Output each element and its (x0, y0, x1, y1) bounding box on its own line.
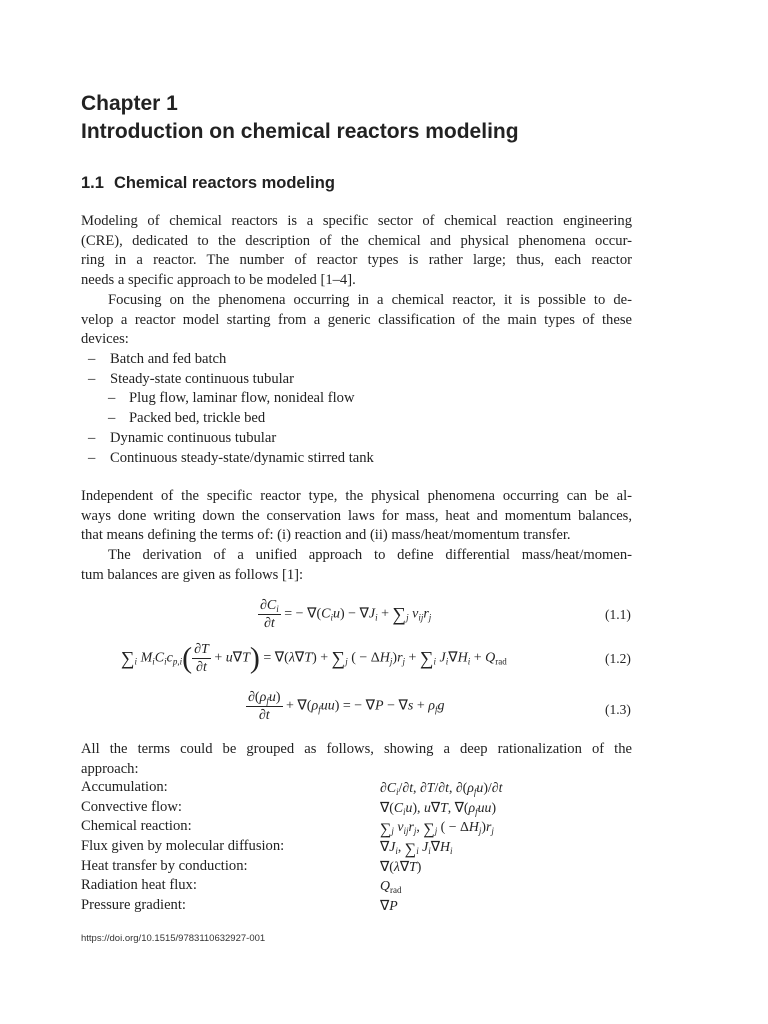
list-item-text: Packed bed, trickle bed (129, 410, 266, 427)
reactor-types-list (81, 350, 374, 468)
list-dash: – (88, 370, 96, 387)
term-label: Heat transfer by conduction: (81, 857, 248, 874)
equation-momentum-balance: $\frac{\partial(\rho_fu)}{\partial t}$ + $\nabla(\rho_fuu)$ = − $\nabla P - \nabla s + \rho_fg$ (248, 690, 445, 723)
paragraph-line: tum balances are given as follows [1]: (81, 566, 304, 583)
paragraph-line: ring in a reactor. The number of reactor types is rather large; thus, each reactor (81, 252, 632, 269)
paragraph-line: that means defining the terms of: (i) reaction and (ii) mass/heat/momentum transfer. (81, 527, 571, 544)
paragraph-line: devices: (81, 331, 129, 348)
section-number: 1.1 (81, 174, 104, 192)
equation-number: (1.1) (605, 607, 631, 622)
paragraph-line: velop a reactor model starting from a generic classification of the main types of these (81, 311, 632, 328)
chapter-heading (81, 90, 519, 146)
list-dash: – (108, 390, 116, 407)
equation-number: (1.3) (605, 702, 631, 717)
list-item-text: Continuous steady-state/dynamic stirred tank (110, 449, 374, 466)
list-item (81, 350, 374, 370)
paragraph-line: ways done writing down the conservation laws for mass, heat and momentum balances, (81, 507, 632, 524)
list-item (81, 449, 374, 469)
term-expression: $\partial C_i/\partial t$, ∂T/∂t, $\partial(\rho_fu)/\partial t$ (380, 780, 503, 797)
list-item-text: Steady-state continuous tubular (110, 370, 295, 387)
term-expression: ∇(λ∇T) (380, 858, 422, 874)
paragraph-classification (81, 291, 632, 350)
equation-heat-balance: $\sum_i$ $M_iC_ic_{p,i}$( $\frac{\partial T}{\partial t}$ + $u\nabla T) = \nabla(\lambda\nabla T) + \sum_j$ ( − $\Delta H_j)r_j + \sum_i$ $J_i\nabla H_i + Q_{rad}$ (121, 641, 507, 675)
doi-link[interactable]: https://doi.org/10.1515/9783110632927-001 (81, 933, 266, 944)
list-dash: – (88, 449, 96, 466)
term-expression: $Q_{rad}$ (380, 878, 402, 896)
term-label: Flux given by molecular diffusion: (81, 838, 285, 855)
paragraph-line: Modeling of chemical reactors is a specific sector of chemical reaction engineering (81, 213, 632, 229)
paragraph-line: Independent of the specific reactor type, the physical phenomena occurring can be al- (81, 488, 632, 504)
paragraph-line: All the terms could be grouped as follows, showing a deep rationalization of the (81, 741, 632, 757)
term-label: Accumulation: (81, 779, 168, 795)
term-label: Chemical reaction: (81, 818, 192, 835)
paragraph-derivation (81, 546, 632, 585)
paragraph-line: approach: (81, 760, 139, 777)
equation-number: (1.2) (605, 651, 631, 666)
paragraph-line: The derivation of a unified approach to define differential mass/heat/momen- (108, 547, 632, 563)
paragraph-grouping (81, 740, 632, 779)
chapter-title: Introduction on chemical reactors modeling (81, 120, 519, 143)
chapter-label: Chapter 1 (81, 92, 178, 115)
term-label: Pressure gradient: (81, 897, 186, 914)
list-dash: – (88, 429, 96, 446)
paragraph-conservation (81, 487, 632, 546)
list-subitem (81, 409, 374, 429)
paragraph-line: (CRE), dedicated to the description of the chemical and physical phenomena occur- (81, 232, 632, 249)
list-item-text: Batch and fed batch (110, 351, 227, 367)
list-subitem (81, 389, 374, 409)
list-dash: – (88, 351, 96, 367)
list-item (81, 429, 374, 449)
paragraph-intro (81, 212, 632, 290)
paragraph-line: Focusing on the phenomena occurring in a chemical reactor, it is possible to de- (108, 292, 632, 308)
list-item-text: Dynamic continuous tubular (110, 429, 277, 446)
list-dash: – (108, 410, 116, 427)
paragraph-line: needs a specific approach to be modeled [1–4]. (81, 271, 356, 288)
term-expression: $\sum_j$ $\nu_{ij}r_j$, $\sum_j$ ( − $\Delta H_j)r_j$ (380, 819, 494, 839)
term-label: Convective flow: (81, 798, 182, 815)
list-item-text: Plug flow, laminar flow, nonideal flow (129, 390, 355, 407)
term-expression: $\nabla J_i$, $\sum_i$ $J_i\nabla H_i$ (380, 839, 453, 859)
term-label: Radiation heat flux: (81, 877, 197, 894)
section-heading (81, 172, 335, 194)
list-item (81, 370, 374, 390)
term-expression: $\nabla(C_iu)$, u∇T, $\nabla(\rho_fuu)$ (380, 799, 497, 817)
term-expression: ∇P (380, 898, 398, 914)
section-title: Chemical reactors modeling (113, 174, 335, 192)
equation-mass-balance: $\frac{\partial C_i}{\partial t}$ = − $\nabla(C_iu) - \nabla J_i + \sum_j$ $\nu_{ij}r_j$ (260, 598, 432, 631)
